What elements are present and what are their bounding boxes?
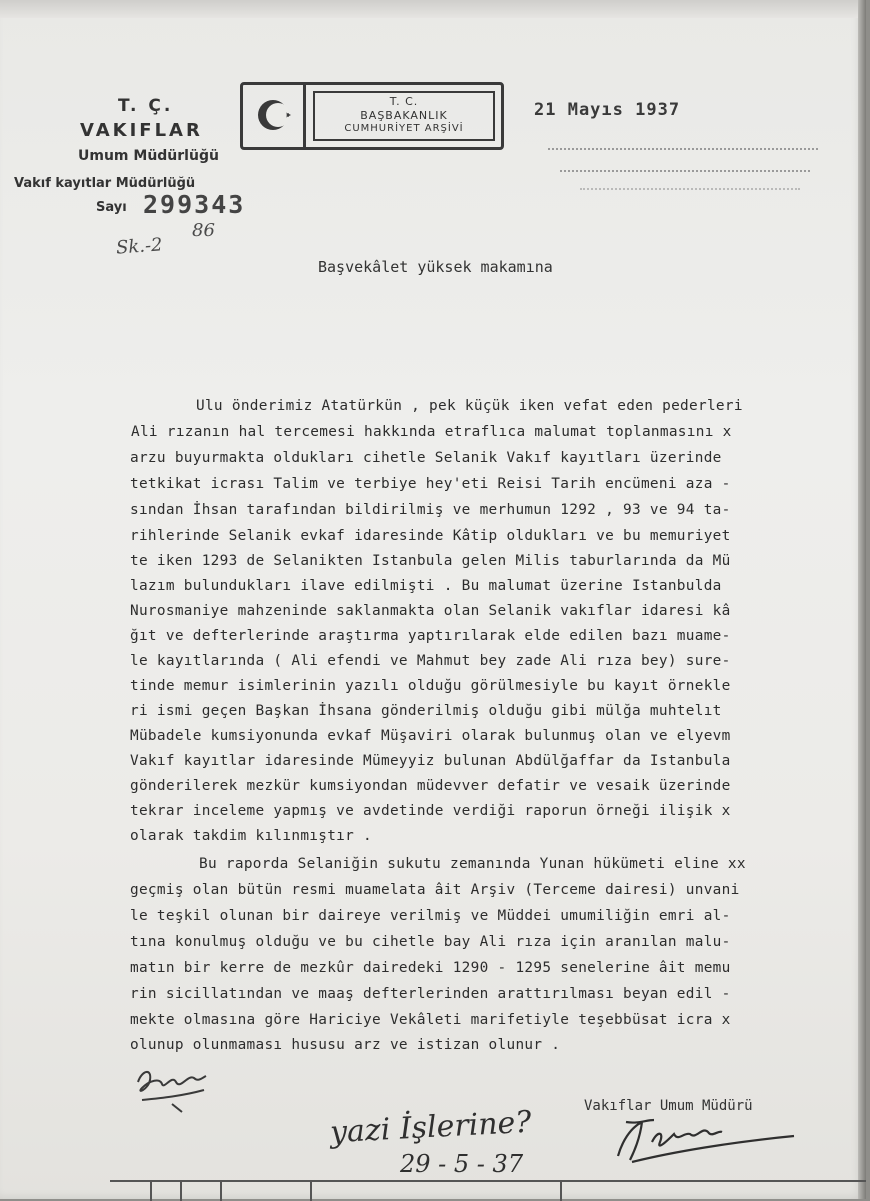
- body-line: ri ismi geçen Başkan İhsana gönderilmiş olduğu gibi mülğa muhtelıt: [130, 703, 722, 719]
- bottom-form-table: [110, 1180, 866, 1201]
- handwritten-note: yazi İşlerine?: [329, 1104, 533, 1151]
- stamp-line2: CUMHURİYET ARŞİVİ: [344, 123, 464, 134]
- body-line: sından İhsan tarafından bildirilmiş ve merhumun 1292 , 93 ve 94 ta-: [130, 502, 731, 518]
- stamp-inner-box: [313, 91, 495, 141]
- body-line: rin sicillatından ve maaş defterlerinden arattırılması beyan edil -: [130, 986, 731, 1002]
- body-line: ğıt ve defterlerinde araştırma yaptırılarak elde edilen bazı muame-: [130, 628, 731, 644]
- table-divider: [560, 1182, 562, 1201]
- dotted-rule-2: [560, 170, 810, 172]
- body-line: tinde memur isimlerinin yazılı olduğu görülmesiyle bu kayıt örnekle: [130, 678, 731, 694]
- letterhead-tc: T. Ç.: [118, 96, 174, 116]
- letterhead-dept: Umum Müdürlüğü: [78, 148, 219, 164]
- letterhead-org: VAKIFLAR: [80, 120, 203, 141]
- body-line: le kayıtlarında ( Ali efendi ve Mahmut bey zade Ali rıza bey) sure-: [130, 653, 731, 669]
- body-line: gönderilerek mezkür kumsiyondan müdevver defatir ve vesaik üzerinde: [130, 778, 731, 794]
- handwritten-date: 29 - 5 - 37: [400, 1150, 524, 1178]
- paraph-left-icon: [132, 1060, 222, 1120]
- body-line: arzu buyurmakta oldukları cihetle Selanik Vakıf kayıtları üzerinde: [130, 450, 722, 466]
- body-line: mekte olmasına göre Hariciye Vekâleti marifetiyle teşebbüsat icra x: [130, 1012, 731, 1028]
- address-line: Başvekâlet yüksek makamına: [318, 258, 553, 276]
- body-line: olarak takdim kılınmıştır .: [130, 828, 373, 844]
- table-divider: [310, 1182, 312, 1201]
- body-line: tetkikat icrası Talim ve terbiye hey'eti Reisi Tarih encümeni aza -: [130, 476, 731, 492]
- table-divider: [180, 1182, 182, 1201]
- body-line: Bu raporda Selaniğin sukutu zemanında Yunan hükümeti eline xx: [199, 856, 746, 872]
- letterhead-sayi-label: Sayı: [96, 200, 127, 215]
- body-line: olunup olunmaması hususu arz ve istizan olunur .: [130, 1037, 561, 1053]
- table-divider: [150, 1182, 152, 1201]
- stamp-divider: [303, 85, 306, 147]
- scan-right-edge: [858, 0, 866, 1199]
- pencil-note: Sk.-2: [115, 234, 164, 259]
- body-line: tına konulmuş olduğu ve bu cihetle bay Ali rıza için aranılan malu-: [130, 934, 731, 950]
- scan-top-edge: [0, 0, 866, 18]
- body-line: Mübadele kumsiyonunda evkaf Müşaviri olarak bulunmuş olan ve elyevm: [130, 728, 731, 744]
- body-line: Nurosmaniye mahzeninde saklanmakta olan Selanik vakıflar idaresi kâ: [130, 603, 731, 619]
- body-line: matın bir kerre de mezkûr dairedeki 1290 - 1295 senelerine âit memu: [130, 960, 731, 976]
- archive-stamp: [240, 82, 504, 150]
- dotted-rule-3: [580, 188, 800, 190]
- dotted-rule-1: [548, 148, 818, 150]
- body-line: Ulu önderimiz Atatürkün , pek küçük iken vefat eden pederleri: [196, 398, 743, 414]
- director-signature-icon: [612, 1112, 802, 1172]
- stamp-line1: BAŞBAKANLIK: [360, 109, 448, 122]
- body-line: rihlerinde Selanik evkaf idaresinde Kâtip oldukları ve bu memuriyet: [130, 528, 731, 544]
- body-line: te iken 1293 de Selanikten Istanbula gelen Milis taburlarında da Mü: [130, 553, 731, 569]
- letterhead-sayi-number: 299343: [143, 190, 246, 219]
- stamp-tc: T. C.: [389, 95, 419, 108]
- body-line: le teşkil olunan bir daireye verilmiş ve Müddei umumiliğin emri al-: [130, 908, 731, 924]
- pencil-number: 86: [192, 220, 215, 241]
- body-line: tekrar inceleme yapmış ve avdetinde verdiği raporun örneği ilişik x: [130, 803, 731, 819]
- body-line: Vakıf kayıtlar idaresinde Mümeyyiz bulunan Abdülğaffar da Istanbula: [130, 753, 731, 769]
- body-line: Ali rızanın hal tercemesi hakkında etraflıca malumat toplanmasını x: [131, 424, 732, 440]
- body-line: geçmiş olan bütün resmi muamelata âit Arşiv (Terceme dairesi) unvani: [130, 882, 740, 898]
- crescent-star-icon: [245, 87, 301, 143]
- date-stamp: 21 Mayıs 1937: [534, 100, 681, 120]
- signature-title: Vakıflar Umum Müdürü: [584, 1098, 753, 1114]
- letterhead-sub: Vakıf kayıtlar Müdürlüğü: [14, 176, 196, 191]
- body-line: lazım bulundukları ilave edilmişti . Bu malumat üzerine Istanbulda: [130, 578, 722, 594]
- table-divider: [220, 1182, 222, 1201]
